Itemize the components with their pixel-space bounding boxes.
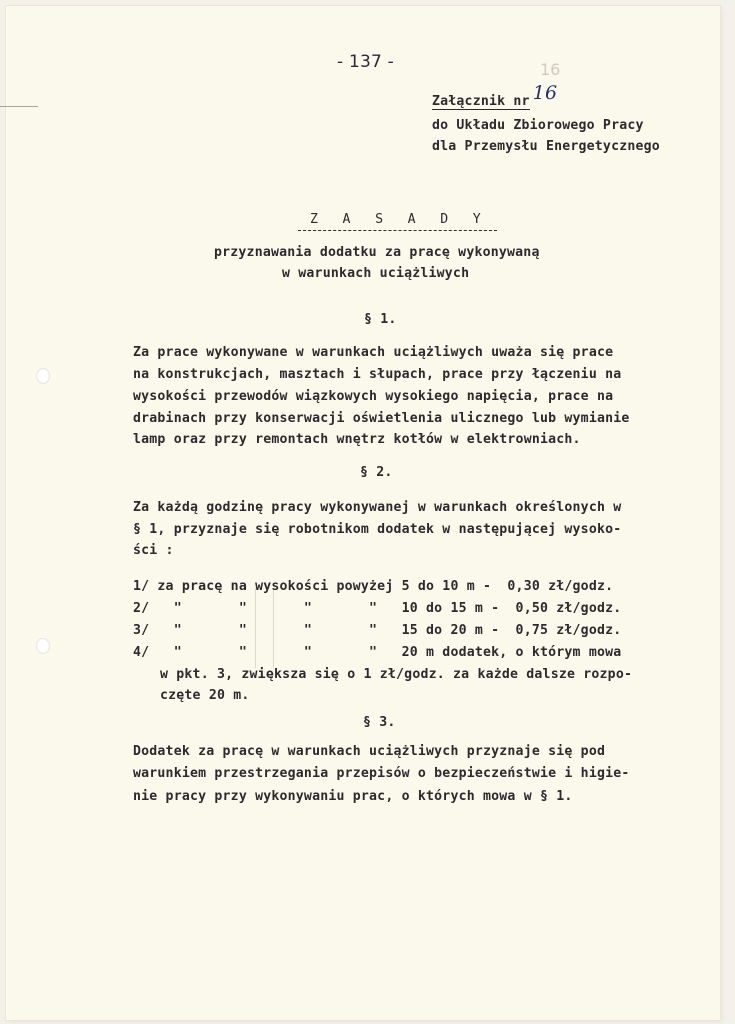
rate-item-4-continuation: w pkt. 3, zwiększa się o 1 zł/godz. za każde dalsze rozpo- bbox=[160, 667, 633, 682]
title-underline bbox=[298, 230, 497, 231]
section-3-mark: § 3. bbox=[363, 715, 396, 730]
section-1-line: wysokości przewodów wiązkowych wysokiego napięcia, prace na bbox=[133, 389, 614, 404]
section-1-line: drabinach przy konserwacji oświetlenia ulicznego lub wymianie bbox=[133, 411, 630, 426]
subtitle-line-1: przyznawania dodatku za pracę wykonywaną bbox=[214, 245, 540, 260]
margin-rule bbox=[0, 106, 38, 107]
subtitle-line-2: w warunkach uciążliwych bbox=[282, 266, 470, 281]
section-3-line: Dodatek za pracę w warunkach uciążliwych przyznaje się pod bbox=[133, 744, 606, 759]
rate-item-2: 2/ " " " " 10 do 15 m - 0,50 zł/godz. bbox=[133, 601, 622, 616]
section-2-line: § 1, przyznaje się robotnikom dodatek w następującej wysoko- bbox=[133, 522, 622, 537]
rate-item-3: 3/ " " " " 15 do 20 m - 0,75 zł/godz. bbox=[133, 623, 622, 638]
annex-line-3: dla Przemysłu Energetycznego bbox=[432, 139, 660, 154]
document-title: Z A S A D Y bbox=[310, 212, 481, 227]
section-1-mark: § 1. bbox=[364, 312, 397, 327]
section-2-line: ści : bbox=[133, 543, 174, 558]
section-1-line: lamp oraz przy remontach wnętrz kotłów w elektrowniach. bbox=[133, 432, 581, 447]
section-2-line: Za każdą godzinę pracy wykonywanej w warunkach określonych w bbox=[133, 500, 622, 515]
archive-stamp-number: 16 bbox=[540, 60, 561, 79]
annex-line-2: do Układu Zbiorowego Pracy bbox=[432, 118, 644, 133]
annex-label: Załącznik nr bbox=[432, 94, 530, 109]
section-1-line: Za prace wykonywane w warunkach uciążliwych uważa się prace bbox=[133, 345, 614, 360]
rate-item-4: 4/ " " " " 20 m dodatek, o którym mowa bbox=[133, 645, 622, 660]
rate-item-1: 1/ za pracę na wysokości powyżej 5 do 10 m - 0,30 zł/godz. bbox=[133, 579, 614, 594]
punch-hole-top bbox=[36, 368, 50, 384]
annex-title bbox=[432, 82, 558, 110]
page-number: - 137 - bbox=[337, 52, 394, 72]
section-1-line: na konstrukcjach, masztach i słupach, prace przy łączeniu na bbox=[133, 367, 622, 382]
rate-item-4-continuation: częte 20 m. bbox=[160, 688, 250, 703]
annex-number-handwritten: 16 bbox=[532, 82, 558, 104]
punch-hole-bottom bbox=[36, 638, 50, 654]
section-2-mark: § 2. bbox=[360, 465, 393, 480]
section-3-line: nie pracy przy wykonywaniu prac, o których mowa w § 1. bbox=[133, 789, 573, 804]
section-3-line: warunkiem przestrzegania przepisów o bezpieczeństwie i higie- bbox=[133, 766, 630, 781]
